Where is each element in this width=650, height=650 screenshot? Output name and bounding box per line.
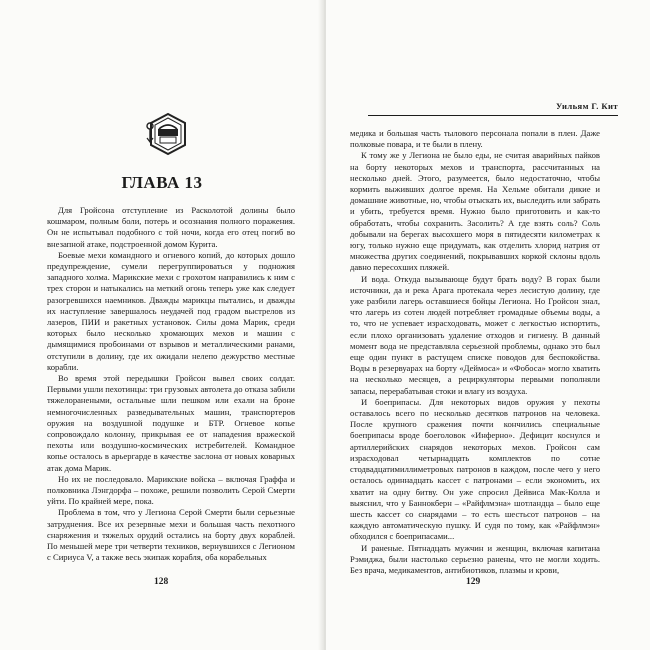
paragraph: Проблема в том, что у Легиона Серой Смерти были серьезные затруднения. Все их резервные мехи и большая часть пехотного снаряжения и тяжелых орудий остались на борту двух кораблей. По меньшей мере три четверти техников, вернувшихся с Легионом с Сириуса V, а также весь экипаж корабля, оба корабельных: [47, 507, 295, 563]
paragraph: Боевые мехи командного и огневого копий, до которых дошло предупреждение, сумели перегруппироваться у подножия западного холма. Марикские мехи с грохотом направились к ним с трех сторон и натыкались на меткий огонь теперь уже как следует разогревшихся наемников. Дважды марикцы пытались, и дважды их наступление завершалось неудачей под градом выстрелов из лазеров, ПИИ и ракетных установок. Силы дома Марик, среди которых было несколько хромающих мехов и машин с дымящимися пробоинами от взрывов и металлическими ранами, отступили в долину, где их ожидали нелепо дежурство местные корабли.: [47, 249, 295, 372]
paragraph: И боеприпасы. Для некоторых видов оружия у пехоты оставалось всего по несколько десятков патронов на человека. После крупного сражения почти кончились специальные боеприпасы вроде боеголовок «Инферно». Дефицит коснулся и артиллерийских снарядов некоторых мехов. Гройсон сам израсходовал четырнадцать комплектов по сотне стодвадцатимиллиметровых патронов в каждом, после чего у него осталось одиннадцать кассет с патронами – если экономить, их хватит на одну битву. Он уже спросил Дейвиса Мак-Колла и выяснил, что у Баннокберн – «Райфлмэна» шотландца – было еще шесть кассет со снарядами – то есть шестьсот патронов – на каждую автоматическую пушку. И судя по тому, как «Райфлмэн» обходился с боеприпасами...: [350, 396, 600, 542]
paragraph: К тому же у Легиона не было еды, не считая аварийных пайков на борту некоторых мехов и транспорта, рассчитанных на несколько дней. Этого, разумеется, было недостаточно, чтобы кормить выживших долгое время. На Хельме обитали дикие и домашние животные, но, чтобы отыскать их, выследить или забрать и убить, требуется время. Нужно было приготовить и как-то обработать, чтобы сохранить. Засолить? А где взять соль? Соль добывали на берегах высохшего моря в пятидесяти километрах к югу, только нужно еще придумать, как отделить хлорид натрия от множества других соединений, покрывавших коркой склоны вдоль давно пересохших пляжей.: [350, 150, 600, 273]
paragraph: И вода. Откуда вызывающе будут брать воду? В горах были источники, да и река Арага протекала через лесистую долину, где уже разбили лагерь оставшиеся бойцы Легиона. Но Гройсон знал, что лагерь из сотен людей потребляет громадные объемы воды, а то, что не успевает израсходовать, может с легкостью испортить, если плохо организовать удаление отходов и гигиену. В данный момент вода не представляла серьезной проблемы, однако это был еще один пункт в растущем списке поводов для беспокойства. Воды в резервуарах на борту «Деймоса» и «Фобоса» могло хватить на несколько месяцев, а рециркуляторы первыми пополняли запасы, перерабатывая стоки и влагу из воздуха.: [350, 273, 600, 396]
left-page: [0, 0, 324, 650]
paragraph: медика и большая часть тылового персонала попали в плен. Даже полковые повара, и те были в плену.: [350, 128, 600, 150]
paragraph: Во время этой передышки Гройсон вывел своих солдат. Первыми ушли пехотинцы: три грузовых автолета до отказа забили тяжелоранеными, остальные шли пешком или ехали на броне немногочисленных разведывательных машин, транспортеров оружия на воздушной подушке и БТР. Огневое копье сопровождало колонну, прикрывая ее от нападения вражеской пехоты или воздушно-космических истребителей. Командное копье осталось в арьергарде в качестве заслона от новых коварных атак дома Марик.: [47, 373, 295, 473]
davion-house-crest-icon: [146, 112, 190, 156]
right-body-text: [350, 128, 600, 576]
paragraph: Но их не последовало. Марикские войска – включая Граффа и полковника Лэнгдорфа – похоже, решили позволить Серой Смерти уйти. По крайней мере, пока.: [47, 473, 295, 507]
chapter-title: ГЛАВА 13: [121, 173, 203, 192]
running-head: Уильям Г. Кит: [368, 101, 618, 116]
page-number: 129: [466, 577, 481, 587]
right-page: [326, 0, 650, 650]
paragraph: И раненые. Пятнадцать мужчин и женщин, включая капитана Рэмиджа, были настолько серьезно ранены, что не могли ходить. Без врача, медикаментов, антибиотиков, плазмы и крови,: [350, 542, 600, 575]
left-body-text: [47, 205, 295, 564]
paragraph: Для Гройсона отступление из Расколотой долины было кошмаром, полным боли, потерь и осознания полного поражения. Он не испытывал подобного с той ночи, когда его отец погиб во внезапной атаке, подстроенной домом Курита.: [47, 205, 295, 249]
page-number: 128: [154, 577, 169, 587]
